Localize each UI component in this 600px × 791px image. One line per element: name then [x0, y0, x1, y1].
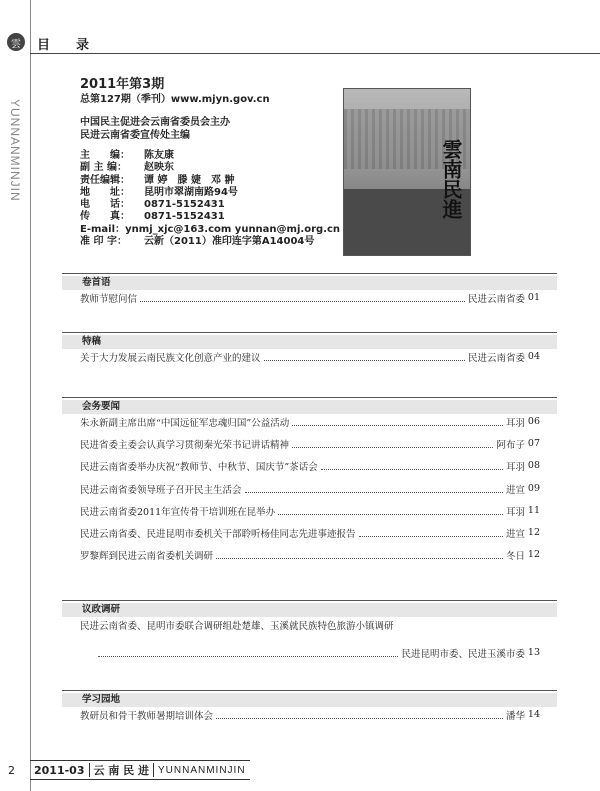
- section-divider: [62, 600, 557, 601]
- toc-entry[interactable]: [80, 437, 525, 451]
- page-number: 2: [8, 764, 15, 777]
- entry-author: 民进云南省委: [467, 294, 525, 305]
- leader-dots: [292, 418, 503, 426]
- cover-masthead: 雲南民進: [439, 139, 463, 219]
- credit-key: 副 主 编：: [80, 162, 127, 174]
- credit-row: [80, 224, 340, 236]
- toc-entry[interactable]: [80, 504, 525, 518]
- entry-title: 民进云南省委领导班子召开民主生活会: [80, 484, 242, 496]
- toc-entry[interactable]: [80, 618, 525, 632]
- leader-dots: [359, 529, 503, 537]
- toc-entry[interactable]: [80, 526, 525, 540]
- toc-entry[interactable]: [80, 548, 525, 562]
- section-heading: 学习园地: [62, 693, 557, 707]
- credit-key: 准 印 字：: [80, 236, 127, 248]
- entry-title: 教师节慰问信: [80, 294, 138, 305]
- section-divider: [62, 397, 557, 398]
- credit-value: 昆明市翠湖南路94号: [144, 186, 238, 198]
- toc-entry[interactable]: [80, 459, 525, 473]
- credit-value: 陈友康: [144, 150, 174, 161]
- toc-entry[interactable]: [80, 291, 525, 305]
- credits-list: [80, 150, 340, 248]
- leader-dots: [245, 485, 503, 493]
- credit-key: 传 真：: [80, 211, 130, 223]
- section-divider: [62, 332, 557, 333]
- credit-row: [80, 162, 340, 174]
- entry-author: 潘华: [505, 711, 525, 722]
- credit-row: [80, 199, 340, 211]
- credit-value: 0871-5152431: [144, 199, 225, 211]
- left-margin-line: [30, 0, 31, 791]
- credit-value: 云新（2011）准印连字第A14004号: [144, 236, 315, 248]
- entry-author: 冬日: [505, 551, 525, 563]
- credit-row: [80, 211, 340, 223]
- credit-key: E-mail：: [80, 223, 126, 235]
- entry-author: 民进昆明市委、民进玉溪市委: [401, 649, 525, 661]
- credit-row: [80, 187, 340, 199]
- side-banner: [0, 60, 30, 240]
- leader-dots: [140, 294, 465, 302]
- masthead: [80, 78, 340, 248]
- footer-banner: [30, 760, 250, 780]
- entry-page: 06: [527, 416, 540, 427]
- entry-page: 08: [527, 460, 540, 472]
- toc-entry[interactable]: [80, 415, 525, 429]
- entry-page: 11: [527, 504, 540, 516]
- toc-entry[interactable]: [80, 646, 525, 660]
- entry-title: 民进省委主委会认真学习贯彻秦光荣书记讲话精神: [80, 440, 290, 452]
- side-banner-text: YUNNANMINJIN: [8, 98, 22, 202]
- entry-page: 07: [527, 438, 540, 450]
- credit-value: ynmj_xjc@163.com yunnan@mj.org.cn: [125, 223, 340, 235]
- entry-author: 耳羽: [505, 462, 525, 474]
- leader-dots: [98, 649, 398, 657]
- credit-value: 赵映东: [144, 162, 174, 174]
- entry-page: 09: [527, 482, 540, 494]
- entry-page: 12: [527, 549, 540, 561]
- entry-title: 罗黎辉到民进云南省委机关调研: [80, 551, 214, 563]
- credit-key: 地 址：: [80, 186, 130, 198]
- magazine-logo-icon: 雲: [7, 33, 25, 51]
- entry-author: 民进云南省委: [467, 353, 525, 364]
- entry-page: 14: [527, 709, 540, 720]
- page-title: 目录: [37, 38, 116, 53]
- leader-dots: [292, 440, 493, 448]
- entry-title: 朱永新副主席出席“中国远征军忠魂归国”公益活动: [80, 418, 290, 429]
- leader-dots: [321, 462, 503, 470]
- toc-entry[interactable]: [80, 708, 525, 722]
- entry-title: 民进云南省委举办庆祝“教师节、中秋节、国庆节”茶话会: [80, 462, 318, 474]
- section-heading: 特稿: [62, 335, 557, 349]
- footer-issue: 2011-03: [34, 763, 85, 777]
- credit-value: 谭 婷 滕 婕 邓 翀: [144, 174, 235, 186]
- credit-row: [80, 175, 340, 187]
- section-heading: 会务要闻: [62, 400, 557, 414]
- leader-dots: [264, 353, 465, 361]
- credit-key: 电 话：: [80, 199, 130, 211]
- issue-number: 2011年第3期: [80, 77, 165, 92]
- entry-title: 民进云南省委、昆明市委联合调研组赴楚雄、玉溪就民族特色旅游小镇调研: [80, 621, 394, 632]
- leader-dots: [278, 507, 503, 515]
- footer-name: 云 南 民 进: [93, 764, 149, 777]
- entry-author: 进宣: [505, 529, 525, 540]
- sponsor: 中国民主促进会云南省委员会主办: [80, 117, 230, 128]
- leader-dots: [216, 551, 503, 559]
- entry-page: 13: [527, 647, 540, 659]
- entry-author: 阿布子: [496, 440, 525, 452]
- entry-title: 民进云南省委、民进昆明市委机关干部聆听杨佳同志先进事迹报告: [80, 529, 356, 540]
- entry-page: 12: [527, 527, 540, 538]
- credit-key: 责任编辑：: [80, 174, 130, 186]
- leader-dots: [216, 711, 503, 719]
- entry-page: 04: [527, 351, 540, 362]
- section-divider: [62, 273, 557, 274]
- credit-row: [80, 236, 340, 248]
- entry-page: 01: [527, 292, 540, 303]
- header-divider: [30, 53, 600, 54]
- issue-total: 总第127期（季刊）www.mjyn.gov.cn: [80, 94, 270, 105]
- section-heading: 议政调研: [62, 603, 557, 617]
- toc-entry[interactable]: [80, 350, 525, 364]
- credit-row: [80, 150, 340, 162]
- cover-image: [343, 88, 471, 256]
- section-heading: 卷首语: [62, 276, 557, 290]
- entry-author: 进宣: [505, 484, 525, 496]
- editor-org: 民进云南省委宣传处主编: [80, 130, 190, 141]
- credit-key: 主 编：: [80, 150, 130, 161]
- entry-author: 耳羽: [505, 506, 525, 518]
- toc-entry[interactable]: [80, 482, 525, 496]
- entry-author: 耳羽: [505, 418, 525, 429]
- credit-value: 0871-5152431: [144, 211, 225, 223]
- entry-title: 关于大力发展云南民族文化创意产业的建议: [80, 353, 261, 364]
- section-divider: [62, 690, 557, 691]
- footer-latin: YUNNANMINJIN: [158, 764, 246, 776]
- entry-title: 民进云南省委2011年宣传骨干培训班在昆举办: [80, 506, 276, 518]
- entry-title: 教研员和骨干教师暑期培训体会: [80, 711, 214, 722]
